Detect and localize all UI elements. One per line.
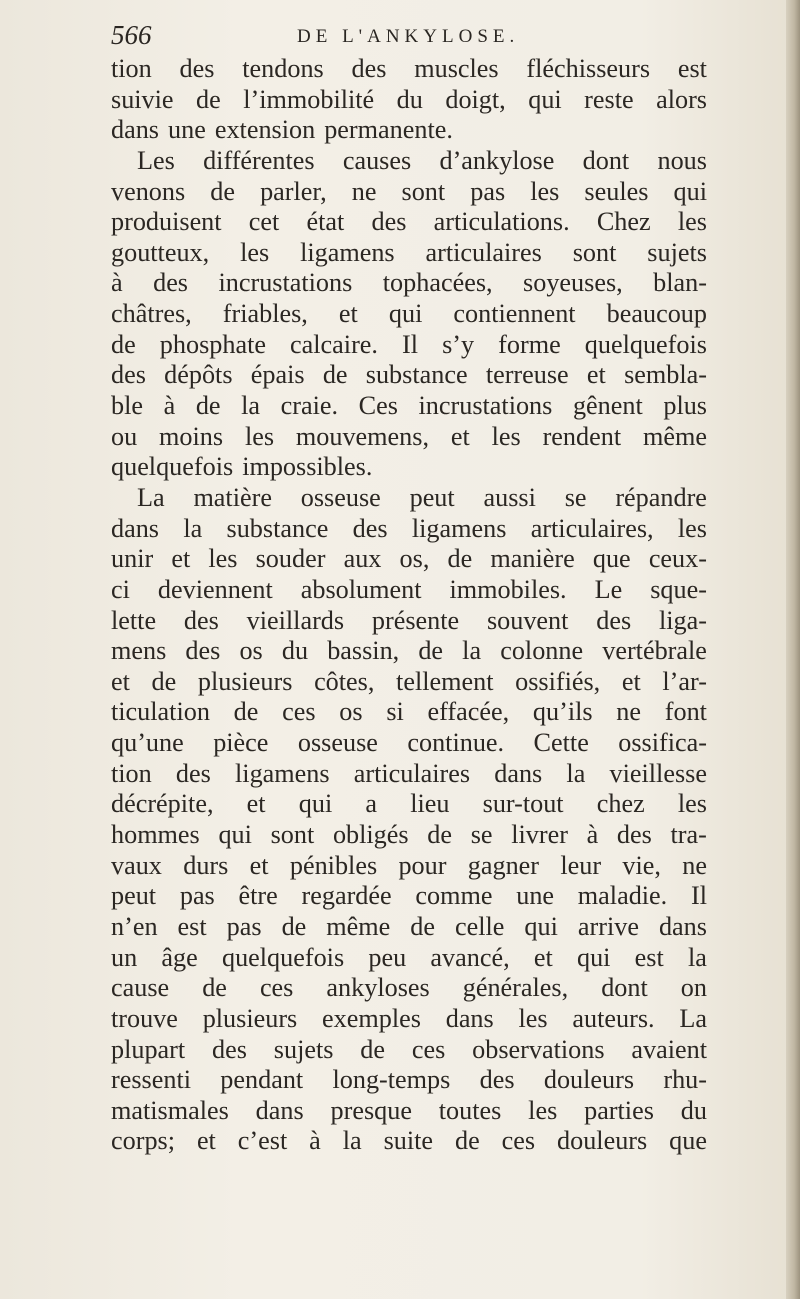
- text-line: corps; et c’est à la suite de ces douleurs que: [111, 1126, 707, 1156]
- text-line: ci deviennent absolument immobiles. Le sque-: [111, 574, 707, 604]
- text-line: ble à de la craie. Ces incrustations gênent plus: [111, 391, 707, 421]
- text-line: châtres, friables, et qui contiennent beaucoup: [111, 299, 707, 329]
- text-line: dans la substance des ligamens articulaires, les: [111, 513, 707, 543]
- text-line: cause de ces ankyloses générales, dont on: [111, 973, 707, 1003]
- text-line: qu’une pièce osseuse continue. Cette ossifica-: [111, 728, 707, 758]
- text-line: hommes qui sont obligés de se livrer à des tra-: [111, 820, 707, 850]
- text-line: vaux durs et pénibles pour gagner leur vie, ne: [111, 850, 707, 880]
- text-line: mens des os du bassin, de la colonne vertébrale: [111, 636, 707, 666]
- text-line: ticulation de ces os si effacée, qu’ils ne font: [111, 697, 707, 727]
- text-line: trouve plusieurs exemples dans les auteurs. La: [111, 1003, 707, 1033]
- text-line: décrépite, et qui a lieu sur-tout chez les: [111, 789, 707, 819]
- text-line: La matière osseuse peut aussi se répandre: [137, 482, 707, 512]
- text-line: à des incrustations tophacées, soyeuses, blan-: [111, 268, 707, 298]
- text-line: unir et les souder aux os, de manière que ceux-: [111, 544, 707, 574]
- text-line: dans une extension permanente.: [111, 115, 453, 145]
- text-line: quelquefois impossibles.: [111, 452, 373, 482]
- text-line: venons de parler, ne sont pas les seules qui: [111, 176, 707, 206]
- text-line: peut pas être regardée comme une maladie. Il: [111, 881, 707, 911]
- running-title: DE L'ANKYLOSE.: [297, 26, 520, 47]
- text-line: tion des tendons des muscles fléchisseurs est: [111, 54, 707, 83]
- body-text: [111, 54, 707, 1157]
- text-line: suivie de l’immobilité du doigt, qui reste alors: [111, 84, 707, 114]
- page-number: 566: [111, 20, 152, 50]
- text-line: et de plusieurs côtes, tellement ossifiés, et l’ar-: [111, 666, 707, 696]
- text-line: lette des vieillards présente souvent des liga-: [111, 605, 707, 635]
- text-line: tion des ligamens articulaires dans la vieillesse: [111, 758, 707, 788]
- text-line: matismales dans presque toutes les parties du: [111, 1095, 707, 1125]
- text-line: Les différentes causes d’ankylose dont nous: [137, 145, 707, 175]
- text-line: des dépôts épais de substance terreuse et sembla-: [111, 360, 707, 390]
- text-line: un âge quelquefois peu avancé, et qui est la: [111, 942, 707, 972]
- text-line: de phosphate calcaire. Il s’y forme quelquefois: [111, 329, 707, 359]
- text-line: produisent cet état des articulations. Chez les: [111, 207, 707, 237]
- text-line: ou moins les mouvemens, et les rendent même: [111, 421, 707, 451]
- text-line: plupart des sujets de ces observations avaient: [111, 1034, 707, 1064]
- text-line: ressenti pendant long-temps des douleurs rhu-: [111, 1065, 707, 1095]
- page-edge-shadow: [786, 0, 800, 1299]
- text-line: goutteux, les ligamens articulaires sont sujets: [111, 237, 707, 267]
- text-line: n’en est pas de même de celle qui arrive dans: [111, 911, 707, 941]
